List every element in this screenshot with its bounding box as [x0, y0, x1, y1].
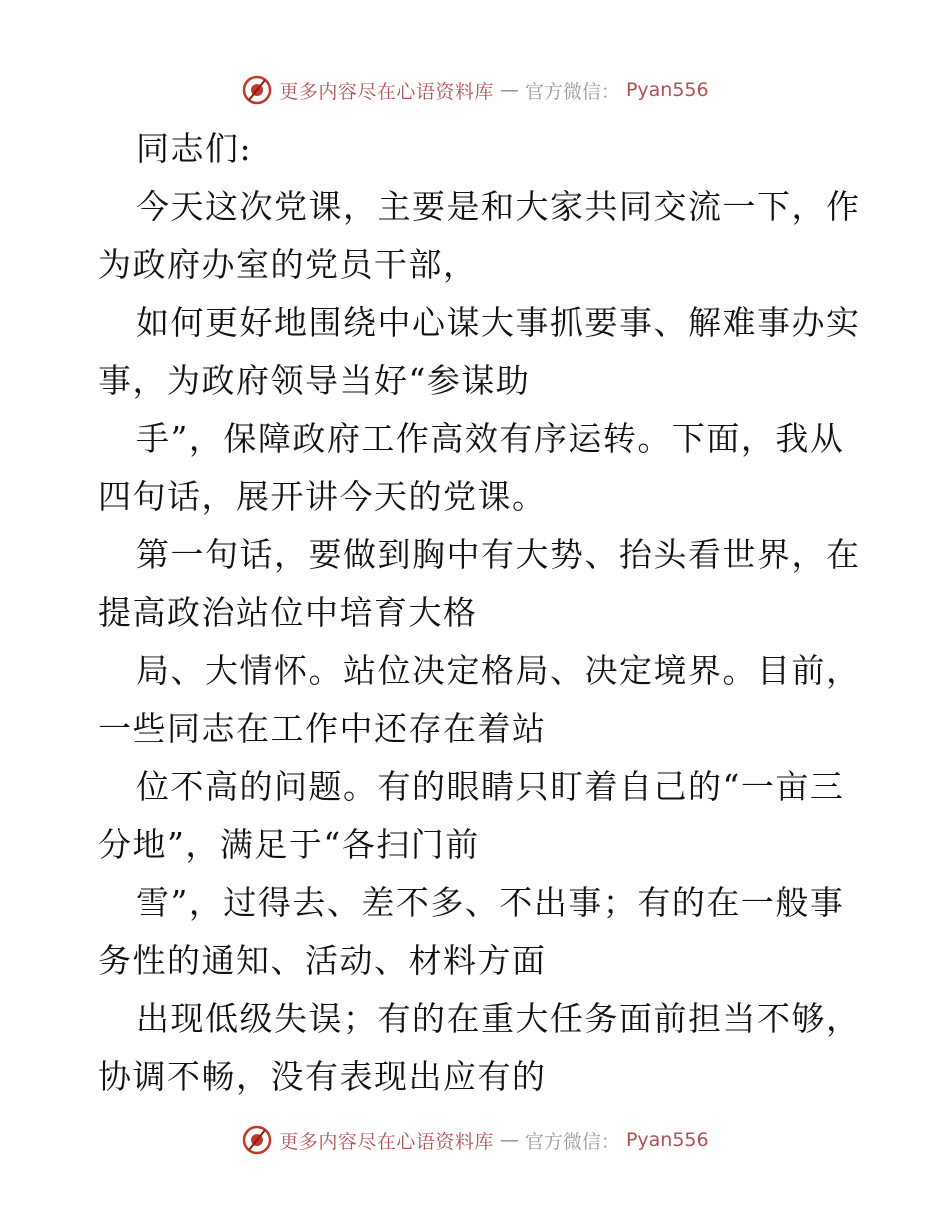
text-line: 四句话，展开讲今天的党课。 — [98, 477, 547, 516]
watermark-wechat-label: 官方微信： — [524, 80, 620, 103]
text-line: 出现低级失误；有的在重大任务面前担当不够， — [136, 999, 861, 1038]
document-body — [98, 120, 861, 1106]
text-line: 雪”，过得去、差不多、不出事；有的在一般事 — [136, 883, 845, 922]
text-line: 一些同志在工作中还存在着站 — [98, 709, 547, 748]
text-line: 分地”，满足于“各扫门前 — [98, 825, 480, 864]
header-watermark — [0, 70, 950, 110]
watermark-dash: — — [499, 1129, 519, 1151]
text-line: 务性的通知、活动、材料方面 — [98, 941, 547, 980]
watermark-wechat-id: Pyan556 — [625, 79, 709, 101]
brush-logo-icon — [241, 1124, 273, 1156]
watermark-text: 更多内容尽在心语资料库 — [279, 1130, 494, 1153]
text-line: 今天这次党课，主要是和大家共同交流一下，作 — [136, 187, 861, 226]
text-line: 事，为政府领导当好“参谋助 — [98, 361, 531, 400]
watermark-wechat-label: 官方微信： — [524, 1130, 620, 1153]
text-line: 如何更好地围绕中心谋大事抓要事、解难事办实 — [136, 303, 861, 342]
text-line: 提高政治站位中培育大格 — [98, 593, 478, 632]
text-line: 第一句话，要做到胸中有大势、抬头看世界，在 — [136, 535, 861, 574]
text-line: 局、大情怀。站位决定格局、决定境界。目前， — [136, 651, 861, 690]
text-line: 为政府办室的党员干部， — [98, 245, 478, 284]
watermark-dash: — — [499, 79, 519, 101]
text-line: 位不高的问题。有的眼睛只盯着自己的“一亩三 — [136, 767, 845, 806]
text-line: 协调不畅，没有表现出应有的 — [98, 1057, 547, 1096]
footer-watermark — [0, 1120, 950, 1160]
watermark-text: 更多内容尽在心语资料库 — [279, 80, 494, 103]
text-line: 同志们: — [136, 129, 253, 168]
brush-logo-icon — [241, 74, 273, 106]
text-line: 手”，保障政府工作高效有序运转。下面，我从 — [136, 419, 845, 458]
watermark-wechat-id: Pyan556 — [625, 1129, 709, 1151]
